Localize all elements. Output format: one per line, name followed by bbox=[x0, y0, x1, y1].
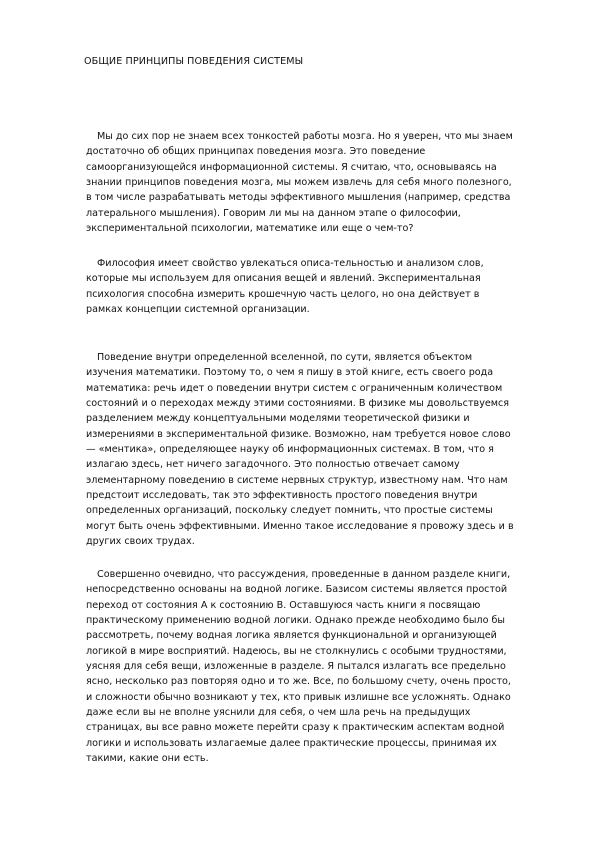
paragraph-3: Поведение внутри определенной вселенной, по сути, является объектом изучения математики. Поэтому то, о чем я пишу в этой книге, есть своего рода математика: речь идет о поведении внутри систем с ограниченным количеством состояний и о переходах между этими состояниями. В физике мы довольствуемся разделением между концептуальными моделями теоретической физики и измерениями в экспериментальной физике. Возможно, нам требуется новое слово — «ментика», определяющее науку об информационных системах. В том, что я излагаю здесь, нет ничего загадочного. Это полностью отвечает самому элементарному поведению в системе нервных структур, известному нам. Что нам предстоит исследовать, так это эффективность простого поведения внутри определенных организаций, поскольку следует помнить, что простые системы могут быть очень эффективными. Именно такое исследование я провожу здесь и в других своих трудах. bbox=[86, 352, 514, 548]
paragraph-2: Философия имеет свойство увлекаться описа-тельностью и анализом слов, которые мы используем для описания вещей и явлений. Экспериментальная психология способна измерить крошечную часть целого, но она действует в рамках концепции системной организации. bbox=[86, 258, 484, 316]
paragraph-1: Мы до сих пор не знаем всех тонкостей работы мозга. Но я уверен, что мы знаем достаточно об общих принципах поведения мозга. Это поведение самоорганизующейся информационной системы. Я считаю, что, основываясь на знании принципов поведения мозга, мы можем извлечь для себя много полезного, в том числе разрабатывать методы эффективного мышления (например, средства латерального мышления). Говорим ли мы на данном этапе о философии, экспериментальной психологии, математике или еще о чем-то? bbox=[86, 131, 513, 235]
paragraph-4: Совершенно очевидно, что рассуждения, проведенные в данном разделе книги, непосредственно основаны на водной логике. Базисом системы является простой переход от состояния А к состоянию В. Оставшуюся часть книги я посвящаю практическому применению водной логики. Однако прежде необходимо было бы рассмотреть, почему водная логика является функциональной и организующей логикой в мире восприятий. Надеюсь, вы не столкнулись с особыми трудностями, уясняя для себя вещи, изложенные в разделе. Я пытался излагать все предельно ясно, несколько раз повторяя одно и то же. Все, по большому счету, очень просто, и сложности обычно возникают у тех, кто привык излишне все усложнять. Однако даже если вы не вполне уяснили для себя, о чем шла речь на предыдущих страницах, вы все равно можете перейти сразу к практическим аспектам водной логики и использовать излагаемые далее практические процессы, принимая их такими, какие они есть. bbox=[86, 569, 511, 765]
document-title: ОБЩИЕ ПРИНЦИПЫ ПОВЕДЕНИЯ СИСТЕМЫ bbox=[84, 56, 304, 67]
